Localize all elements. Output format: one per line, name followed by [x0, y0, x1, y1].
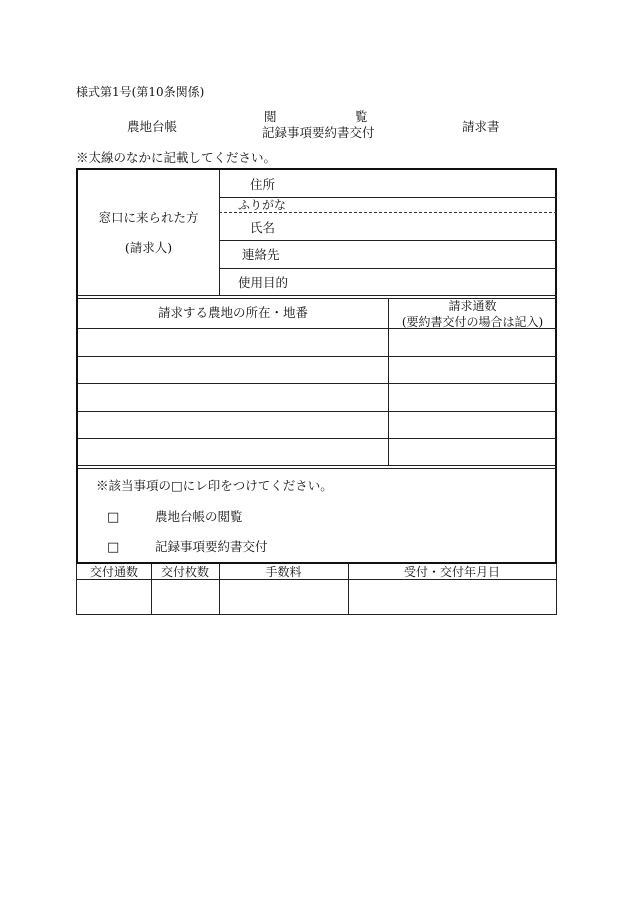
land-count-cell[interactable] [389, 439, 556, 465]
land-location-cell[interactable] [79, 357, 387, 382]
checkbox-viewing[interactable]: □ [107, 510, 120, 525]
section-divider [78, 295, 557, 296]
note-bold-lines: ※太線のなかに記載してください。 [76, 150, 277, 165]
land-location-cell[interactable] [79, 384, 387, 410]
section-divider [78, 468, 557, 469]
office-header-copies-issued: 交付通数 [89, 565, 138, 579]
contact-label: 連絡先 [242, 247, 280, 262]
land-count-cell[interactable] [389, 329, 556, 355]
row-divider [219, 268, 557, 269]
applicant-label-line2: (請求人) [124, 240, 173, 255]
section-divider [78, 465, 557, 466]
name-label: 氏名 [250, 220, 276, 235]
checkbox-summary-issuance[interactable]: □ [107, 540, 120, 555]
title-right: 請求書 [462, 119, 500, 134]
land-count-cell[interactable] [389, 384, 556, 410]
row-divider [219, 240, 557, 241]
furigana-divider [219, 212, 557, 213]
title-left: 農地台帳 [127, 119, 178, 134]
applicant-divider [219, 170, 220, 296]
land-count-cell[interactable] [389, 412, 556, 437]
land-count-header-line1: 請求通数 [448, 299, 497, 313]
title-mid-top-1: 閲 [264, 109, 277, 124]
office-header-sheets-issued: 交付枚数 [160, 565, 209, 579]
checkbox-instruction: ※該当事項の□にレ印をつけてください。 [96, 478, 333, 493]
address-label: 住所 [250, 177, 276, 192]
form-number: 様式第1号(第10条関係) [76, 85, 205, 99]
furigana-label: ふりがな [238, 198, 287, 212]
land-location-cell[interactable] [79, 412, 387, 437]
option-label-summary-issuance: 記録事項要約書交付 [155, 539, 268, 554]
title-mid-top-2: 覧 [355, 109, 368, 124]
office-header-date: 受付・交付年月日 [403, 565, 500, 579]
office-use-table [76, 564, 557, 615]
purpose-label: 使用目的 [238, 275, 289, 290]
option-label-viewing: 農地台帳の閲覧 [155, 509, 243, 524]
office-header-line [77, 579, 556, 580]
title-mid-bottom: 記録事項要約書交付 [262, 125, 375, 140]
land-location-cell[interactable] [79, 329, 387, 355]
land-count-header-line2: (要約書交付の場合は記入) [401, 315, 544, 329]
office-header-fee: 手数料 [265, 565, 302, 579]
land-location-cell[interactable] [79, 439, 387, 465]
main-form [76, 168, 557, 564]
applicant-label-line1: 窓口に来られた方 [98, 210, 199, 225]
land-location-header: 請求する農地の所在・地番 [157, 305, 308, 320]
land-count-cell[interactable] [389, 357, 556, 382]
